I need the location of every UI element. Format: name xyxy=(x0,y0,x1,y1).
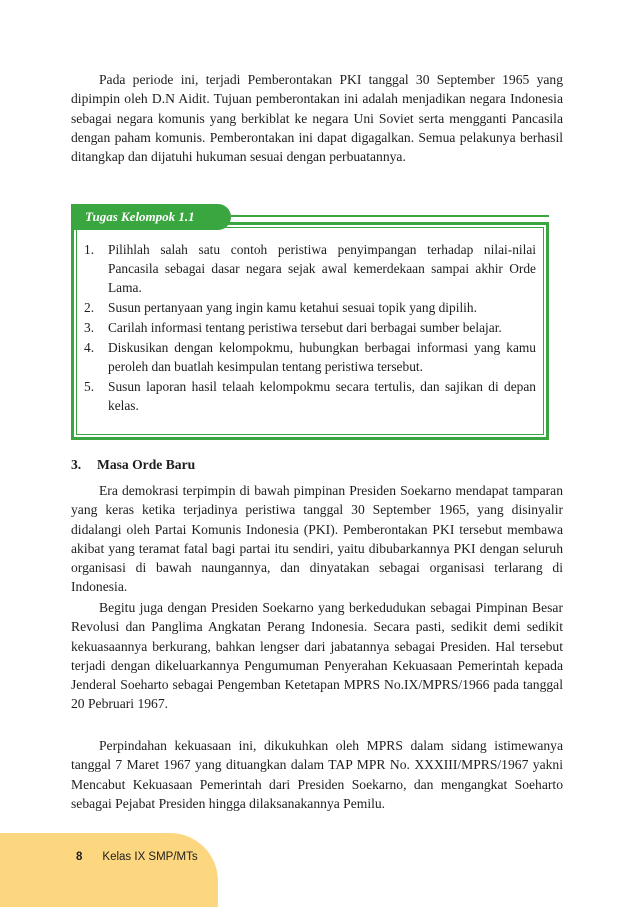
task-list xyxy=(84,240,536,416)
task-text: Susun pertanyaan yang ingin kamu ketahui sesuai topik yang dipilih. xyxy=(108,300,477,315)
body-paragraph: Era demokrasi terpimpin di bawah pimpinan Presiden Soekarno mendapat tamparan yang keras ketika terjadinya peristiwa tanggal 30 September 1965, yang disinyalir didalangi oleh Partai Komunis Indonesia (PKI). Pemberontakan PKI tersebut membawa akibat yang teramat fatal bagi partai itu sendiri, yaitu dibubarkannya PKI dengan seluruh organisasi di bawah naungannya, dan dinyatakan sebagai organisasi terlarang di Indonesia. xyxy=(71,483,563,595)
task-number: 4. xyxy=(84,340,95,355)
body-paragraph: Perpindahan kekuasaan ini, dikukuhkan oleh MPRS dalam sidang istimewanya tanggal 7 Maret 1967 yang dituangkan dalam TAP MPR No. XXXIII/MPRS/1967 yakni Mencabut Kekuasaan Pemerintah dari Presiden Soekarno, dan mengangkat Soeharto sebagai Pejabat Presiden hingga dilaksanakannya Pemilu. xyxy=(71,738,563,811)
body-paragraph: Begitu juga dengan Presiden Soekarno yang berkedudukan sebagai Pimpinan Besar Revolusi dan Panglima Angkatan Perang Indonesia. Secara pasti, sedikit demi sedikit kekuasaannya berkurang, bahkan lengser dari jabatannya sebagai Presiden. Hal tersebut terjadi dengan dikeluarkannya Pengumuman Penyerahan Kekuasaan Pemerintah kepada Jenderal Soeharto sebagai Pengemban Ketetapan MPRS No.IX/MPRS/1966 pada tanggal 20 Pebruari 1967. xyxy=(71,600,563,712)
task-item xyxy=(84,318,536,337)
task-text: Diskusikan dengan kelompokmu, hubungkan berbagai informasi yang kamu peroleh dan buatlah kesimpulan tentang peristiwa tersebut. xyxy=(108,340,536,374)
task-item xyxy=(84,377,536,415)
footer-background xyxy=(0,833,218,907)
section-title: Masa Orde Baru xyxy=(97,457,196,472)
intro-paragraph: Pada periode ini, terjadi Pemberontakan PKI tanggal 30 September 1965 yang dipimpin oleh D.N Aidit. Tujuan pemberontakan ini adalah menjadikan negara Indonesia sebagai negara komunis yang berkiblat ke negara Uni Soviet serta mengganti Pancasila dengan paham komunis. Pemberontakan ini dapat digagalkan. Semua pelakunya berhasil ditangkap dan dijatuhi hukuman sesuai dengan perbuatannya. xyxy=(71,72,563,165)
task-item xyxy=(84,240,536,297)
task-number: 5. xyxy=(84,379,95,394)
task-box-header-line xyxy=(231,215,549,217)
page-number: 8 xyxy=(76,851,83,863)
task-text: Carilah informasi tentang peristiwa tersebut dari berbagai sumber belajar. xyxy=(108,320,502,335)
task-item xyxy=(84,338,536,376)
task-number: 1. xyxy=(84,242,95,257)
task-item xyxy=(84,298,536,317)
task-box-title: Tugas Kelompok 1.1 xyxy=(71,204,231,230)
task-text: Susun laporan hasil telaah kelompokmu secara tertulis, dan sajikan di depan kelas. xyxy=(108,379,536,413)
book-title: Kelas IX SMP/MTs xyxy=(102,851,198,863)
section-heading xyxy=(71,457,195,473)
task-number: 3. xyxy=(84,320,95,335)
task-number: 2. xyxy=(84,300,95,315)
page-footer xyxy=(76,851,198,863)
section-number: 3. xyxy=(71,457,82,472)
task-text: Pilihlah salah satu contoh peristiwa penyimpangan terhadap nilai-nilai Pancasila sebagai dasar negara sejak awal kemerdekaan sampai akhir Orde Lama. xyxy=(108,242,536,295)
